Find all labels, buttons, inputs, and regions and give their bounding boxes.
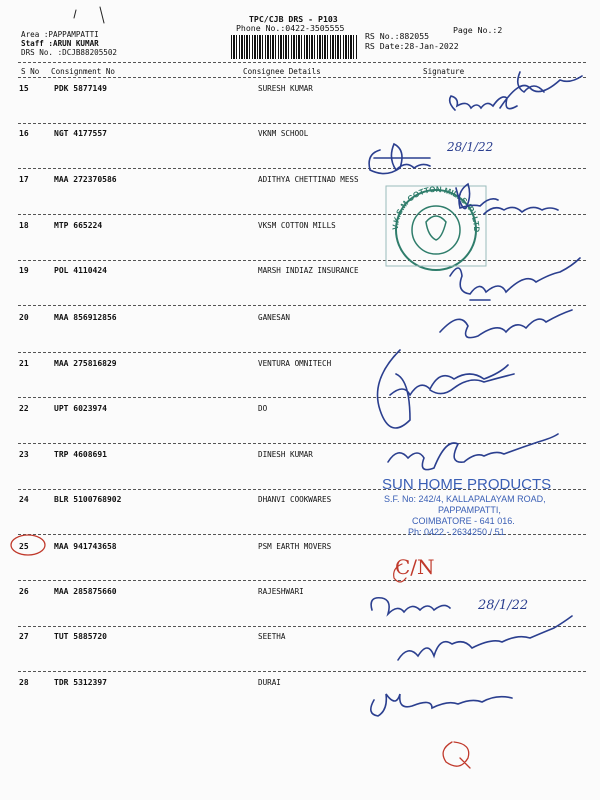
row-sno: 22 [19, 404, 29, 413]
row-consignment: TUT 5885720 [54, 632, 107, 641]
table-row [0, 266, 600, 306]
row-consignment: NGT 4177557 [54, 129, 107, 138]
col-consignment: Consignment No [51, 67, 116, 76]
row-consignment: TDR 5312397 [54, 678, 107, 687]
row-sno: 15 [19, 84, 29, 93]
row-separator [18, 626, 586, 627]
stamp-company-name: SUN HOME PRODUCTS [382, 476, 552, 493]
area-label: Area :PAPPAMPATTI [21, 30, 99, 39]
header-separator [18, 62, 586, 63]
page-number: Page No.:2 [453, 25, 503, 35]
row-sno: 23 [19, 450, 29, 459]
stamp-address-line1: S.F. No: 242/4, KALLAPALAYAM ROAD, [384, 494, 546, 504]
row-separator [18, 352, 586, 353]
row-separator [18, 305, 586, 306]
staff-label: Staff :ARUN KUMAR [21, 39, 99, 48]
row-separator [18, 214, 586, 215]
phone-number: Phone No.:0422-3505555 [236, 23, 345, 33]
table-row [0, 404, 600, 444]
column-separator [18, 77, 586, 78]
row-consignment: TRP 4608691 [54, 450, 107, 459]
cn-mark: C/N [395, 555, 435, 579]
row-consignee: PSM EARTH MOVERS [258, 542, 332, 551]
drs-title: TPC/CJB DRS - P103 [249, 14, 338, 24]
row-consignment: POL 4110424 [54, 266, 107, 275]
handwritten-date-row16: 28/1/22 [447, 140, 494, 154]
row-consignee: DO [258, 404, 268, 413]
row-consignee: DURAI [258, 678, 281, 687]
row-sno: 25 [19, 542, 29, 551]
rs-number: RS No.:882055 [365, 31, 430, 41]
row-separator [18, 397, 586, 398]
table-row [0, 678, 600, 718]
row-consignee: MARSH INDIAZ INSURANCE [258, 266, 359, 275]
table-row [0, 84, 600, 124]
row-sno: 27 [19, 632, 29, 641]
row-sno: 28 [19, 678, 29, 687]
row-sno: 16 [19, 129, 29, 138]
row-sno: 17 [19, 175, 29, 184]
row-sno: 19 [19, 266, 29, 275]
stamp-address-line3: COIMBATORE - 641 016. [412, 516, 515, 526]
row-sno: 18 [19, 221, 29, 230]
table-row [0, 359, 600, 399]
row-consignee: VENTURA OMNITECH [258, 359, 332, 368]
col-sno: S No [21, 67, 40, 76]
col-consignee: Consignee Details [243, 67, 321, 76]
stamp-phone: Ph: 0422 - 2634250 / 51 [408, 527, 505, 537]
row-separator [18, 671, 586, 672]
row-sno: 24 [19, 495, 29, 504]
table-row [0, 129, 600, 169]
table-row [0, 175, 600, 215]
row-consignment: MAA 272370586 [54, 175, 117, 184]
row-sno: 26 [19, 587, 29, 596]
table-row [0, 221, 600, 261]
row-consignment: MTP 665224 [54, 221, 103, 230]
row-consignee: VKSM COTTON MILLS [258, 221, 336, 230]
drs-number: DRS No. :DCJB88205502 [21, 48, 118, 57]
row-separator [18, 123, 586, 124]
row-consignment: MAA 941743658 [54, 542, 117, 551]
handwritten-date-row26: 28/1/22 [478, 598, 529, 613]
row-consignee: GANESAN [258, 313, 291, 322]
stamp-address-line2: PAPPAMPATTI, [438, 505, 501, 515]
rs-date: RS Date:28-Jan-2022 [365, 41, 459, 51]
row-consignee: ADITHYA CHETTINAD MESS [258, 175, 359, 184]
table-row [0, 542, 600, 582]
row-consignee: SEETHA [258, 632, 286, 641]
row-sno: 20 [19, 313, 29, 322]
row-consignment: MAA 285875660 [54, 587, 117, 596]
row-consignment: MAA 856912856 [54, 313, 117, 322]
table-row [0, 632, 600, 672]
row-separator [18, 168, 586, 169]
vksm-seal-text: V.K.S.M COTTON MILLS (P) LTD [390, 184, 482, 233]
row-consignee: DINESH KUMAR [258, 450, 313, 459]
col-signature: Signature [423, 67, 465, 76]
row-consignee: DHANVI COOKWARES [258, 495, 332, 504]
row-consignment: MAA 275816829 [54, 359, 117, 368]
row-consignment: BLR 5100768902 [54, 495, 122, 504]
row-consignee: RAJESHWARI [258, 587, 304, 596]
row-sno: 21 [19, 359, 29, 368]
barcode [231, 35, 357, 59]
row-consignee: SURESH KUMAR [258, 84, 313, 93]
row-consignee: VKNM SCHOOL [258, 129, 309, 138]
row-separator [18, 580, 586, 581]
row-consignment: UPT 6023974 [54, 404, 107, 413]
row-separator [18, 260, 586, 261]
table-row [0, 313, 600, 353]
row-consignment: PDK 5877149 [54, 84, 107, 93]
row-separator [18, 443, 586, 444]
